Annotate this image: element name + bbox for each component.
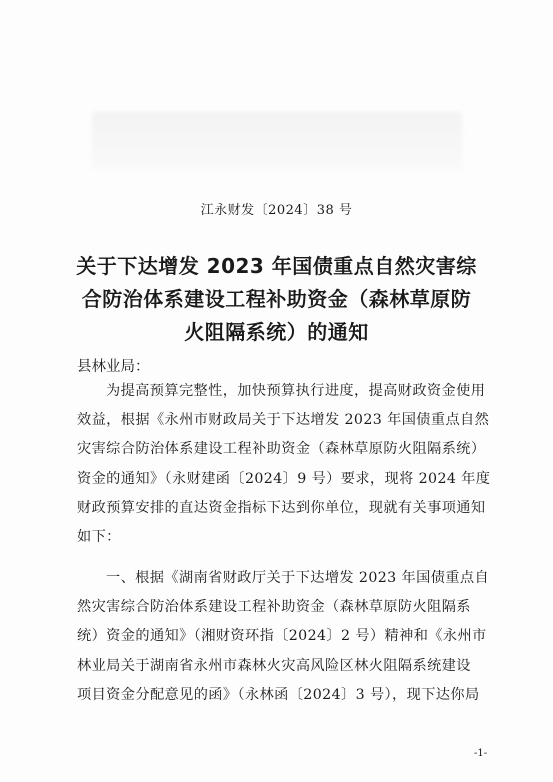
document-title (64, 250, 489, 349)
title-line: 火阻隔系统）的通知 (184, 320, 369, 344)
paragraph-line: 林业局关于湖南省永州市森林火灾高风险区林火阻隔系统建设 (77, 657, 471, 674)
paragraph-2 (77, 564, 490, 710)
paragraph-line: 为提高预算完整性，加快预算执行进度，提高财政资金使用 (106, 383, 486, 399)
title-line: 关于下达增发 2023 年国债重点自然灾害综 (76, 254, 477, 278)
paragraph-1 (77, 377, 491, 552)
paragraph-line: 一、根据《湖南省财政厅关于下达增发 2023 年国债重点自 (106, 570, 490, 586)
faded-letterhead (92, 112, 462, 170)
paragraph-line: 如下： (77, 529, 121, 546)
paragraph-line: 财政预算安排的直达资金指标下达到你单位，现就有关事项通知 (77, 499, 486, 516)
paragraph-line: 统）资金的通知》（湘财资环指〔2024〕2 号）精神和《永州市 (77, 628, 487, 645)
paragraph-line: 效益，根据《永州市财政局关于下达增发 2023 年国债重点自然 (77, 412, 490, 429)
paragraph-line: 然灾害综合防治体系建设工程补助资金（森林草原防火阻隔系 (77, 599, 471, 616)
paragraph-line: 资金的通知》（永财建函〔2024〕9 号）要求，现将 2024 年度 (77, 470, 491, 487)
document-number: 江永财发〔2024〕38 号 (200, 203, 353, 218)
paragraph-line: 项目资金分配意见的函》（永林函〔2024〕3 号），现下达你局 (77, 686, 480, 703)
title-line: 合防治体系建设工程补助资金（森林草原防 (81, 287, 472, 311)
salutation: 县林业局： (77, 359, 150, 375)
page-number: -1- (474, 748, 488, 759)
paragraph-line: 灾害综合防治体系建设工程补助资金（森林草原防火阻隔系统） (77, 441, 486, 458)
